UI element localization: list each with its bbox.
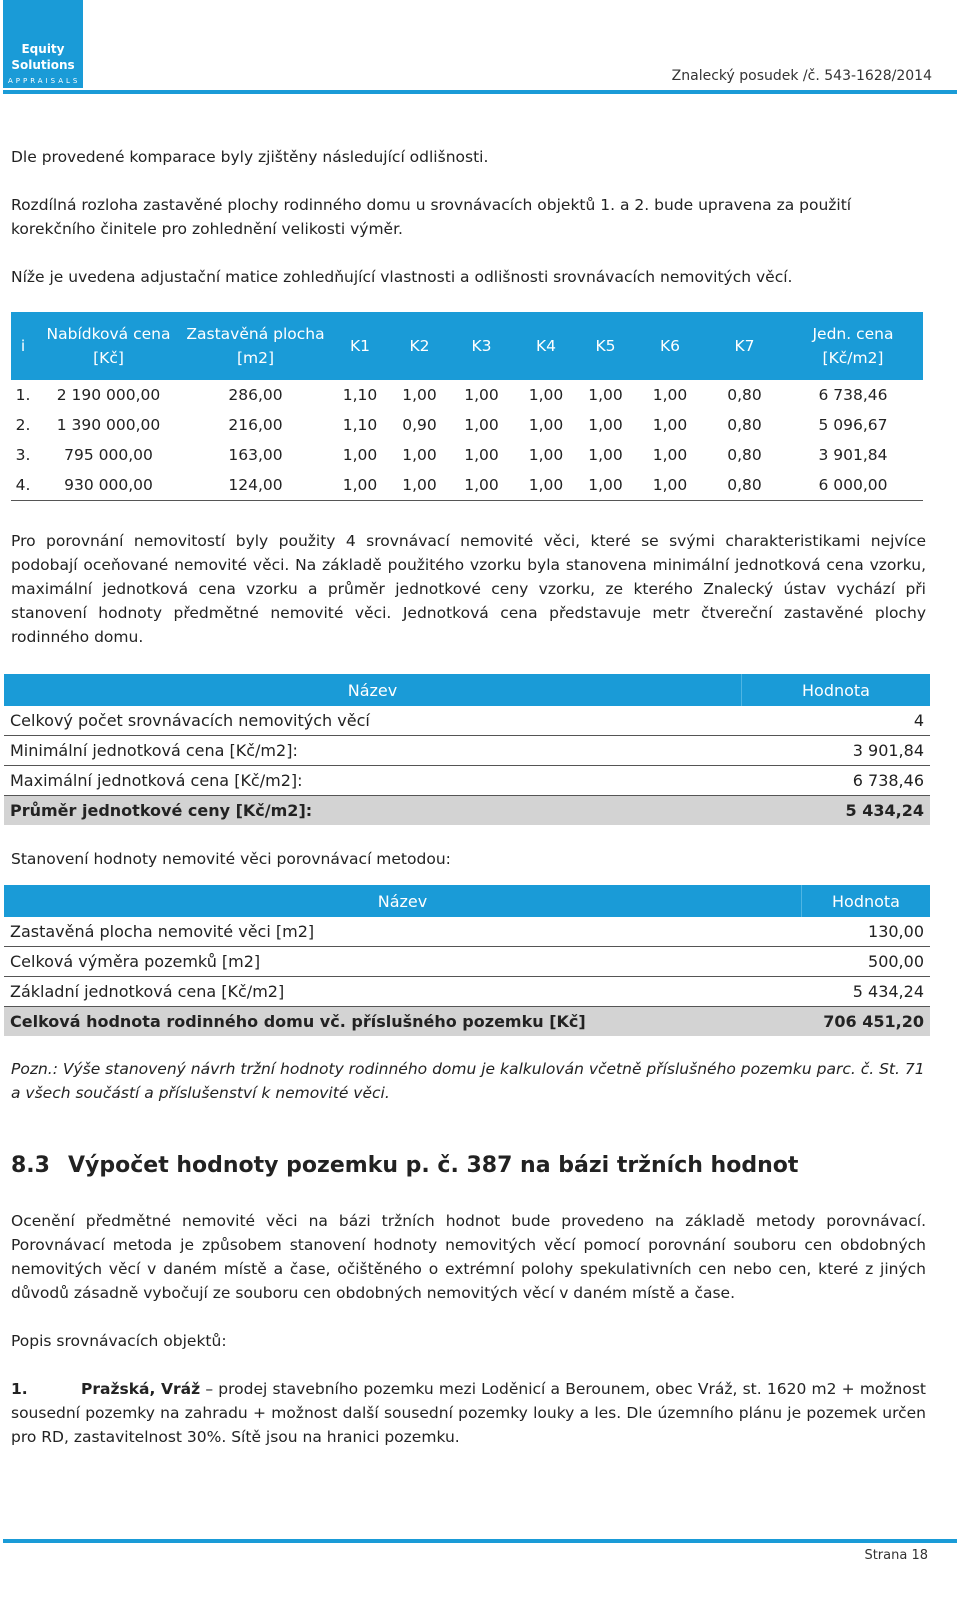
- table-cell: 1,00: [652, 416, 688, 434]
- matrix-header: K2: [391, 312, 448, 380]
- table-cell: 5 096,67: [818, 416, 888, 434]
- table-cell: 163,00: [228, 446, 283, 464]
- row-label: Celkový počet srovnávacích nemovitých věcí: [4, 706, 742, 736]
- row-label: Celková výměra pozemků [m2]: [4, 947, 802, 977]
- matrix-header: K4: [515, 312, 577, 380]
- row-label: Minimální jednotková cena [Kč/m2]:: [4, 736, 742, 766]
- row-label: Základní jednotková cena [Kč/m2]: [4, 977, 802, 1007]
- table-cell: 1,00: [588, 386, 623, 404]
- table-cell: 1,00: [515, 470, 577, 501]
- section-title: Výpočet hodnoty pozemku p. č. 387 na bázi tržních hodnot: [68, 1153, 799, 1178]
- summary-header-row: [4, 885, 930, 917]
- table-cell: 1,00: [528, 386, 564, 404]
- table-cell: 3.: [15, 446, 31, 464]
- company-logo: [3, 0, 83, 88]
- table-cell: 1,10: [342, 386, 378, 404]
- table-cell: 1,00: [588, 416, 623, 434]
- object-number: 1.: [11, 1380, 28, 1398]
- table-cell: 6 738,46: [818, 386, 888, 404]
- row-value: 130,00: [802, 917, 931, 947]
- summary-table-statistics: [4, 674, 930, 825]
- table-row: [4, 766, 930, 796]
- column-header-value: Hodnota: [742, 674, 931, 706]
- row-label: Maximální jednotková cena [Kč/m2]:: [4, 766, 742, 796]
- row-label: Průměr jednotkové ceny [Kč/m2]:: [4, 796, 742, 826]
- table-cell: 4.: [11, 470, 35, 501]
- column-header-value: Hodnota: [802, 885, 931, 917]
- table-cell: 216,00: [228, 416, 283, 434]
- summary-header-row: [4, 674, 930, 706]
- table-cell: 1,00: [329, 470, 391, 501]
- object-description: – prodej stavebního pozemku mezi Loděnicí a Berounem, obec Vráž, st. 1620 m2 + možnost sousední pozemky na zahradu + možnost další sousední pozemky louky a les. Dle územního plánu je pozemek určen pro RD, zastavitelnost 30%. Sítě jsou na hranici pozemku.: [11, 1380, 926, 1446]
- matrix-header: i: [11, 312, 35, 380]
- table-cell: 6 000,00: [783, 470, 923, 501]
- table-cell: 3 901,84: [818, 446, 888, 464]
- table-row: [11, 410, 923, 440]
- table-row: [4, 917, 930, 947]
- table-cell: 1,00: [464, 446, 499, 464]
- document-reference: Znalecký posudek /č. 543-1628/2014: [671, 68, 932, 84]
- objects-heading: Popis srovnávacích objektů:: [11, 1332, 227, 1350]
- table-row: [4, 977, 930, 1007]
- table-cell: 1,10: [342, 416, 378, 434]
- matrix-header: K3: [448, 312, 515, 380]
- matrix-header: Zastavěná plocha [m2]: [182, 312, 329, 380]
- row-value: 500,00: [802, 947, 931, 977]
- table-row: [4, 947, 930, 977]
- table-cell: 1,00: [588, 446, 623, 464]
- table-cell: 1,00: [402, 446, 437, 464]
- table-cell: 0,80: [727, 386, 762, 404]
- table-cell: 1,00: [402, 386, 437, 404]
- intro-paragraph-2: Rozdílná rozloha zastavěné plochy rodinného domu u srovnávacích objektů 1. a 2. bude upravena za použití korekčního činitele pro zohlednění velikosti výměr.: [11, 196, 852, 238]
- table-row: [4, 736, 930, 766]
- row-value: 706 451,20: [802, 1007, 931, 1037]
- row-value: 5 434,24: [802, 977, 931, 1007]
- table-cell: 0,80: [727, 446, 762, 464]
- table-cell: 2 190 000,00: [56, 386, 161, 404]
- row-label: Zastavěná plocha nemovité věci [m2]: [4, 917, 802, 947]
- row-value: 5 434,24: [742, 796, 931, 826]
- page-number: Strana 18: [864, 1548, 928, 1563]
- table-row: [11, 380, 923, 410]
- matrix-header: K6: [634, 312, 706, 380]
- table-cell: 1,00: [652, 446, 688, 464]
- table-row-total: [4, 796, 930, 826]
- comparison-paragraph: Pro porovnání nemovitostí byly použity 4 srovnávací nemovité věci, které se svými charakteristikami nejvíce podobají oceňované nemovité věci. Na základě použitého vzorku byla stanovena minimální jednotková cena vzorku, maximální jednotková cena vzorku a průměr jednotkové ceny vzorku, ze kterého Znalecký ústav vychází při stanovení hodnoty předmětné nemovité věci. Jednotková cena představuje metr čtvereční zastavěné plochy rodinného domu.: [11, 532, 926, 646]
- table-cell: 1 390 000,00: [56, 416, 161, 434]
- table-cell: 1.: [15, 386, 31, 404]
- table-cell: 1,00: [577, 470, 634, 501]
- table-cell: 2.: [15, 416, 31, 434]
- table-cell: 1,00: [464, 386, 499, 404]
- matrix-header: K1: [329, 312, 391, 380]
- header-rule: [3, 90, 957, 94]
- logo-line-1: Equity: [21, 42, 65, 56]
- table-cell: 0,90: [402, 416, 437, 434]
- table-cell: 1,00: [634, 470, 706, 501]
- note-paragraph: Pozn.: Výše stanovený návrh tržní hodnoty rodinného domu je kalkulován včetně příslušného pozemku parc. č. St. 71 a všech součástí a příslušenství k nemovité věci.: [11, 1060, 925, 1102]
- valuation-heading: Stanovení hodnoty nemovité věci porovnávací metodou:: [11, 850, 451, 868]
- table-cell: 1,00: [464, 416, 499, 434]
- column-header-name: Název: [4, 885, 802, 917]
- table-cell: 795 000,00: [64, 446, 153, 464]
- table-cell: 1,00: [652, 386, 688, 404]
- matrix-header-row: [11, 312, 923, 380]
- logo-line-3: APPRAISALS: [8, 77, 81, 85]
- object-name: Pražská, Vráž: [81, 1380, 201, 1398]
- table-row: [11, 470, 923, 501]
- table-cell: 124,00: [182, 470, 329, 501]
- matrix-header: Nabídková cena [Kč]: [35, 312, 182, 380]
- table-cell: 1,00: [528, 416, 564, 434]
- table-cell: 930 000,00: [35, 470, 182, 501]
- matrix-header: K7: [706, 312, 783, 380]
- section-heading: [11, 1153, 798, 1178]
- table-cell: 286,00: [228, 386, 283, 404]
- row-value: 6 738,46: [742, 766, 931, 796]
- summary-table-valuation: [4, 885, 930, 1036]
- intro-paragraph-3: Níže je uvedena adjustační matice zohledňující vlastnosti a odlišnosti srovnávacích nemovitých věcí.: [11, 268, 793, 286]
- row-label: Celková hodnota rodinného domu vč. příslušného pozemku [Kč]: [4, 1007, 802, 1037]
- table-cell: 1,00: [528, 446, 564, 464]
- table-row-total: [4, 1007, 930, 1037]
- footer-rule: [3, 1539, 957, 1543]
- matrix-header: Jedn. cena [Kč/m2]: [783, 312, 923, 380]
- table-row: [11, 440, 923, 470]
- section-paragraph: Ocenění předmětné nemovité věci na bázi tržních hodnot bude provedeno na základě metody porovnávací. Porovnávací metoda je způsobem stanovení hodnoty nemovitých věcí pomocí porovnání souboru cen obdobných nemovitých věcí v daném místě a čase, očištěného o extrémní polohy spekulativních cen nebo cen, které z jiných důvodů zásadně vybočují ze souboru cen obdobných nemovitých věcí v daném místě a čase.: [11, 1212, 926, 1302]
- comparison-object-1: [11, 1377, 926, 1449]
- column-header-name: Název: [4, 674, 742, 706]
- row-value: 4: [742, 706, 931, 736]
- matrix-header: K5: [577, 312, 634, 380]
- table-row: [4, 706, 930, 736]
- adjustment-matrix: [11, 312, 923, 501]
- table-cell: 1,00: [391, 470, 448, 501]
- row-value: 3 901,84: [742, 736, 931, 766]
- section-number: 8.3: [11, 1153, 50, 1178]
- table-cell: 0,80: [706, 470, 783, 501]
- table-cell: 1,00: [448, 470, 515, 501]
- intro-paragraph-1: Dle provedené komparace byly zjištěny následující odlišnosti.: [11, 148, 489, 166]
- logo-line-2: Solutions: [11, 58, 75, 72]
- table-cell: 0,80: [727, 416, 762, 434]
- table-cell: 1,00: [342, 446, 378, 464]
